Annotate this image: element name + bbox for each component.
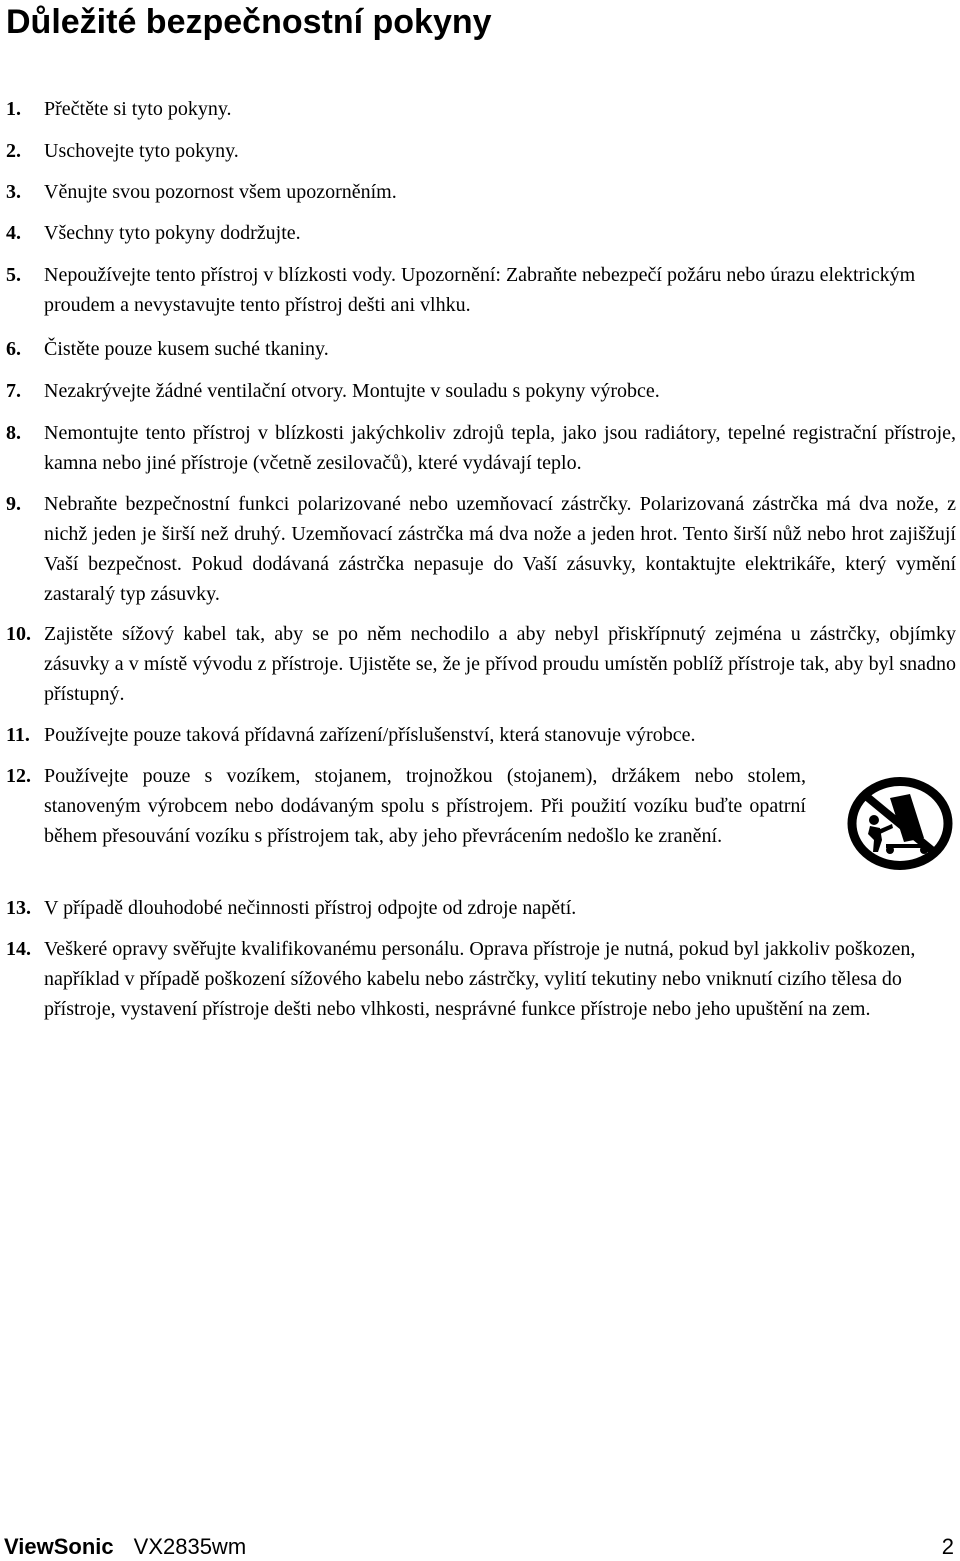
list-item-10	[6, 619, 956, 709]
model-number: VX2835wm	[133, 1534, 247, 1559]
list-item-1	[6, 94, 956, 124]
item-text: Veškeré opravy svěřujte kvalifikovanému personálu. Oprava přístroje je nutná, pokud byl jakkoliv poškozen, například v případě poškození sížového kabelu nebo zástrčky, vylití tekutiny nebo vniknutí cizího tělesa do přístroje, vystavení přístroje dešti nebo vlhkosti, nesprávné funkce přístroje nebo jeho upuštění na zem.	[44, 938, 916, 1020]
item-number: 12.	[6, 765, 31, 787]
list-item-5	[6, 260, 956, 320]
brand-name: ViewSonic	[4, 1534, 114, 1559]
item-number: 11.	[6, 724, 30, 746]
list-item-7	[6, 376, 956, 406]
list-item-14	[6, 934, 956, 1024]
item-number: 10.	[6, 623, 31, 645]
list-item-12	[6, 761, 806, 851]
item-number: 3.	[6, 181, 21, 203]
list-item-8	[6, 418, 956, 478]
cart-tip-over-warning-icon	[846, 776, 954, 871]
item-text: Zajistěte sížový kabel tak, aby se po něm nechodilo a aby nebyl přiskřípnutý zejména u zástrčky, objímky zásuvky a v místě vývodu z přístroje. Ujistěte se, že je přívod proudu umístěn poblíž přístroje tak, aby byl snadno přístupný.	[44, 623, 956, 705]
item-number: 2.	[6, 140, 21, 162]
list-item-2	[6, 136, 956, 166]
item-text: Věnujte svou pozornost všem upozorněním.	[44, 181, 397, 203]
item-number: 13.	[6, 897, 31, 919]
item-number: 5.	[6, 264, 21, 286]
list-item-11	[6, 720, 956, 750]
item-text: Uschovejte tyto pokyny.	[44, 140, 239, 162]
item-text: Používejte pouze s vozíkem, stojanem, trojnožkou (stojanem), držákem nebo stolem, stanoveným výrobcem nebo dodávaným spolu s přístrojem. Při použití vozíku buďte opatrní během přesouvání vozíku s přístrojem tak, aby jeho převrácením nedošlo ke zranění.	[44, 765, 806, 847]
list-item-13	[6, 893, 956, 923]
list-item-6	[6, 334, 956, 364]
item-text: Nebraňte bezpečnostní funkci polarizované nebo uzemňovací zástrčky. Polarizovaná zástrčka má dva nože, z nichž jeden je širší než druhý. Uzemňovací zástrčka má dva nože a jeden hrot. Tento širší nůž nebo hrot zajišžují Vaší bezpečnost. Pokud dodávaná zástrčka nepasuje do Vaší zásuvky, kontaktujte elektrikáře, který vymění zastaralý typ zásuvky.	[44, 493, 956, 605]
item-text: Nepoužívejte tento přístroj v blízkosti vody. Upozornění: Zabraňte nebezpečí požáru nebo úrazu elektrickým proudem a nevystavujte tento přístroj dešti ani vlhku.	[44, 264, 916, 316]
item-number: 6.	[6, 338, 21, 360]
item-number: 14.	[6, 938, 31, 960]
item-number: 9.	[6, 493, 21, 515]
item-text: Nezakrývejte žádné ventilační otvory. Montujte v souladu s pokyny výrobce.	[44, 380, 660, 402]
page-number: 2	[941, 1534, 954, 1559]
item-text: V případě dlouhodobé nečinnosti přístroj odpojte od zdroje napětí.	[44, 897, 577, 919]
item-number: 4.	[6, 222, 21, 244]
item-number: 7.	[6, 380, 21, 402]
list-item-9	[6, 489, 956, 609]
page-title: Důležité bezpečnostní pokyny	[6, 3, 492, 41]
item-number: 8.	[6, 422, 21, 444]
item-text: Nemontujte tento přístroj v blízkosti jakýchkoliv zdrojů tepla, jako jsou radiátory, tepelné registrační přístroje, kamna nebo jiné přístroje (včetně zesilovačů), které vydávají teplo.	[44, 422, 956, 474]
item-text: Čistěte pouze kusem suché tkaniny.	[44, 338, 329, 360]
list-item-3	[6, 177, 956, 207]
item-text: Přečtěte si tyto pokyny.	[44, 98, 232, 120]
item-text: Používejte pouze taková přídavná zařízení/příslušenství, která stanovuje výrobce.	[44, 724, 696, 746]
item-number: 1.	[6, 98, 21, 120]
list-item-4	[6, 218, 956, 248]
item-text: Všechny tyto pokyny dodržujte.	[44, 222, 301, 244]
